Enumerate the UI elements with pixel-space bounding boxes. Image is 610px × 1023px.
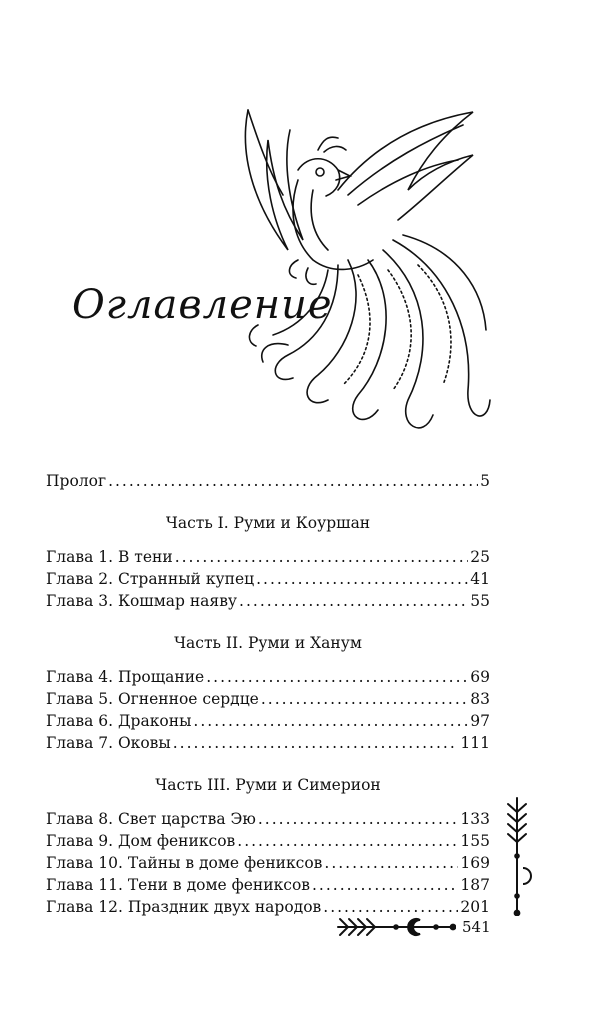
- toc-entry[interactable]: [46, 546, 490, 568]
- dot-leader: [256, 568, 468, 590]
- dot-leader: [261, 688, 468, 710]
- toc-entry-page: 5: [480, 472, 490, 490]
- toc-entry[interactable]: [46, 852, 490, 874]
- toc-entry-label: Глава 9. Дом фениксов: [46, 832, 236, 850]
- dot-leader: [206, 666, 468, 688]
- toc-entry-label: Глава 10. Тайны в доме фениксов: [46, 854, 323, 872]
- table-of-contents: [46, 470, 490, 918]
- toc-entry-page: 187: [460, 876, 490, 894]
- dot-leader: [175, 546, 469, 568]
- part-heading-1: Часть I. Руми и Коуршан: [165, 514, 371, 532]
- dot-leader: [173, 732, 459, 754]
- toc-entry-page: 201: [460, 898, 490, 916]
- toc-entry[interactable]: [46, 732, 490, 754]
- toc-entry[interactable]: [46, 830, 490, 852]
- toc-entry-label: Глава 3. Кошмар наяву: [46, 592, 238, 610]
- toc-entry[interactable]: [46, 710, 490, 732]
- dot-leader: [237, 830, 458, 852]
- part-heading-3: Часть III. Руми и Симерион: [155, 776, 381, 794]
- toc-entry-page: 69: [470, 668, 490, 686]
- dot-leader: [312, 874, 458, 896]
- arrow-moon-ornament-horizontal-icon: [336, 914, 456, 940]
- toc-entry-label: Глава 5. Огненное сердце: [46, 690, 259, 708]
- phoenix-illustration-icon: [228, 100, 498, 460]
- toc-entry[interactable]: [46, 590, 490, 612]
- page-title: Оглавление: [72, 282, 333, 328]
- toc-entry-page: 169: [460, 854, 490, 872]
- part-heading-2: Часть II. Руми и Ханум: [174, 634, 362, 652]
- toc-entry-label: Глава 8. Свет царства Эю: [46, 810, 256, 828]
- toc-entry-label: Глава 12. Праздник двух народов: [46, 898, 322, 916]
- toc-entry[interactable]: [46, 568, 490, 590]
- toc-entry[interactable]: [46, 666, 490, 688]
- toc-entry-label: Глава 11. Тени в доме фениксов: [46, 876, 310, 894]
- toc-entry[interactable]: [46, 808, 490, 830]
- dot-leader: [108, 470, 478, 492]
- toc-entry-page: 25: [470, 548, 490, 566]
- toc-entry-label: Глава 1. В тени: [46, 548, 173, 566]
- toc-entry-page: 97: [470, 712, 490, 730]
- toc-entry-label: Глава 4. Прощание: [46, 668, 205, 686]
- toc-entry-page: 55: [470, 592, 490, 610]
- toc-entry-page: 155: [460, 832, 490, 850]
- dot-leader: [324, 852, 458, 874]
- toc-entry[interactable]: [46, 874, 490, 896]
- page-number: 541: [462, 918, 491, 936]
- toc-entry[interactable]: [46, 688, 490, 710]
- toc-entry-label: Глава 7. Оковы: [46, 734, 171, 752]
- dot-leader: [239, 590, 468, 612]
- toc-entry-label: Глава 2. Странный купец: [46, 570, 255, 588]
- dot-leader: [193, 710, 468, 732]
- arrow-moon-ornament-icon: [502, 796, 532, 916]
- toc-entry-page: 41: [470, 570, 490, 588]
- dot-leader: [258, 808, 459, 830]
- toc-entry-prologue[interactable]: [46, 470, 490, 492]
- toc-entry-page: 111: [460, 734, 490, 752]
- toc-entry-page: 83: [470, 690, 490, 708]
- toc-entry-page: 133: [460, 810, 490, 828]
- toc-entry-label: Глава 6. Драконы: [46, 712, 192, 730]
- toc-entry-label: Пролог: [46, 472, 107, 490]
